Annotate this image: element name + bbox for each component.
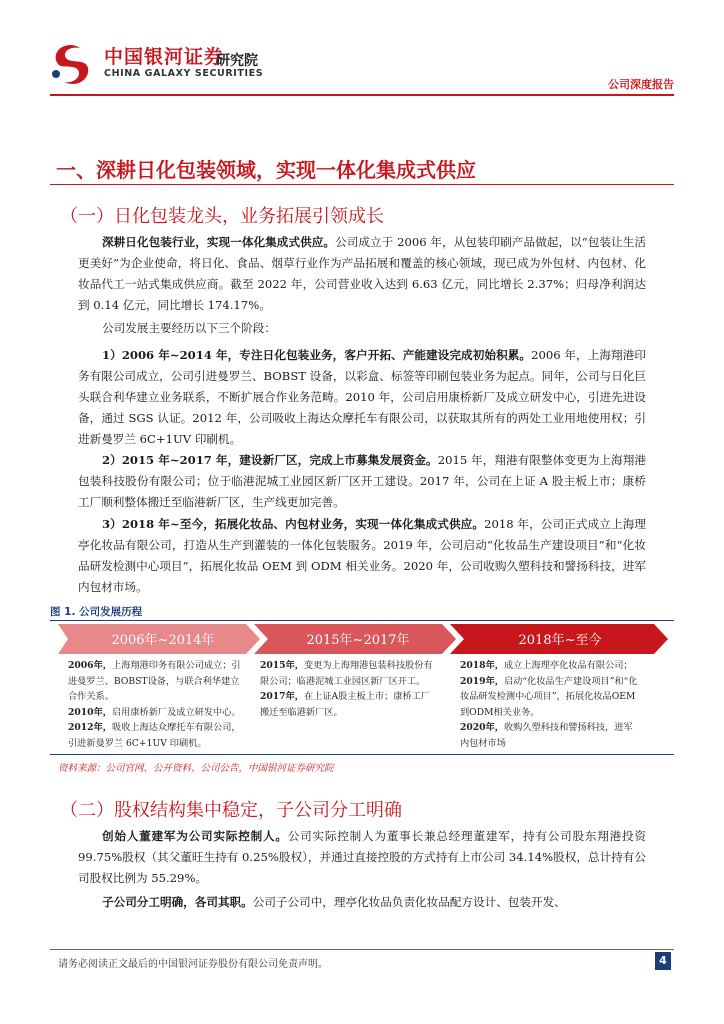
paragraph-body: 2018 年，公司正式成立上海理亭化妆品有限公司，打造从生产到灌装的一体化包装服务。2019 年，公司启动“化妆品生产建设项目”和“化妆品研发检测中心项目”，拓展化妆品 OEM 到 ODM 相关业务。2020 年，公司收购久塑科技和譬扬科技，进军内包材市场。: [78, 517, 646, 594]
section-title-underline: [50, 184, 674, 185]
paragraph-body: 2006 年，上海翔港印务有限公司成立，公司引进曼罗兰、BOBST 设备，以彩盒、标签等印刷包装业务为起点。同年，公司与日化巨头联合利华建立业务联系，不断扩展合作业务范畴。2010 年，公司启用康桥新厂及成立研发中心，引进先进设备，通过 SGS 认证。2012 年，公司吸收上海达众摩托车有限公司，以获取其所有的两处工业用地使用权；引进新曼罗兰 6C+1UV 印刷机。: [78, 348, 646, 446]
paragraph-lead: 2）2015 年~2017 年，建设新厂区，完成上市募集发展资金。: [102, 453, 438, 467]
figure-source: 资料来源：公司官网、公开资料、公司公告，中国银河证券研究院: [58, 763, 334, 774]
paragraph-lead: 深耕日化包装行业，实现一体化集成式供应。: [102, 235, 336, 249]
figure-top-rule: [50, 620, 674, 621]
footer-divider: [50, 949, 674, 950]
subsection-title-1: （一）日化包装龙头，业务拓展引领成长: [60, 206, 384, 227]
timeline-entry: 2018年，成立上海理亭化妆品有限公司；: [460, 660, 633, 671]
paragraph-stages-intro: 公司发展主要经历以下三个阶段：: [102, 321, 276, 335]
logo-chinese-name: 中国银河证券: [104, 46, 225, 68]
paragraph-lead: 3）2018 年~至今，拓展化妆品、内包材业务，实现一体化集成式供应。: [102, 517, 485, 531]
timeline-label-1: 2006年~2014年: [111, 633, 215, 648]
figure-bottom-rule: [50, 754, 674, 755]
paragraph-stage-3: [78, 514, 646, 598]
paragraph-intro: [78, 232, 646, 316]
figure-title: 图 1. 公司发展历程: [50, 606, 143, 618]
timeline-label-3: 2018年~至今: [518, 633, 602, 648]
paragraph-body: 2015 年，翔港有限整体变更为上海翔港包装科技股份有限公司；位于临港泥城工业园区新厂区开工建设。2017 年，公司在上证 A 股主板上市；康桥工厂顺利整体搬迁至临港新厂区，生产线更加完善。: [78, 453, 646, 509]
report-type: 公司深度报告: [608, 78, 674, 91]
paragraph-stage-2: [78, 450, 646, 513]
page-number: 4: [655, 952, 671, 970]
timeline-details-3: [460, 658, 640, 752]
paragraph-lead: 子公司分工明确，各司其职。: [102, 895, 253, 909]
footer-disclaimer: 请务必阅读正文最后的中国银河证券股份有限公司免责声明。: [58, 959, 328, 970]
timeline-entry: 2017年，在上证A股主板上市；康桥工厂搬迁至临港新厂区。: [260, 691, 431, 718]
timeline-label-2: 2015年~2017年: [306, 633, 410, 648]
timeline-entry: 2019年，启动“化妆品生产建设项目”和“化妆品研发检测中心项目”，拓展化妆品OEM到ODM相关业务。: [460, 675, 638, 718]
timeline-entry: 2020年，收购久塑科技和譬扬科技，进军内包材市场: [460, 722, 633, 749]
header-divider: [50, 94, 674, 96]
paragraph-body: 公司实际控制人为董事长兼总经理董建军，持有公司股东翔港投资 99.75%股权（其父董旺生持有 0.25%股权），并通过直接控股的方式持有上市公司 34.14%股权，总计持有公司股权比例为 55.29%。: [78, 829, 646, 885]
brand-logo: [46, 40, 306, 90]
timeline-entry: 2012年，吸收上海达众摩托车有限公司，引进新曼罗兰 6C+1UV 印刷机。: [68, 722, 241, 749]
logo-institute: 研究院: [216, 53, 258, 69]
paragraph-body: 公司子公司中，理亭化妆品负责化妆品配方设计、包装开发、: [252, 895, 566, 909]
timeline-entry: 2010年，启用康桥新厂及成立研发中心。: [68, 706, 241, 718]
timeline-details-2: [260, 658, 438, 720]
timeline-details-1: [68, 658, 243, 752]
galaxy-logo-icon: [46, 40, 96, 90]
paragraph-controller: [78, 826, 646, 889]
subsection-title-2: （二）股权结构集中稳定，子公司分工明确: [60, 800, 402, 821]
timeline-entry: 2006年，上海翔港印务有限公司成立；引进曼罗兰、BOBST设备，与联合利华建立合作关系。: [68, 660, 241, 703]
paragraph-body: 公司成立于 2006 年，从包装印刷产品做起，以“包装让生活更美好”为企业使命，将日化、食品、烟草行业作为产品拓展和覆盖的核心领域，现已成为外包材、内包材、化妆品代工一站式集成供应商。截至 2022 年，公司营业收入达到 6.63 亿元，同比增长 2.37%；归母净利润达到 0.14 亿元，同比增长 174.17%。: [78, 235, 646, 312]
section-title: 一、深耕日化包装领域，实现一体化集成式供应: [56, 158, 476, 182]
logo-english-name: CHINA GALAXY SECURITIES: [104, 68, 264, 79]
timeline-entry: 2015年，变更为上海翔港包装科技股份有限公司；临港泥城工业园区新厂区开工。: [260, 660, 433, 687]
paragraph-stage-1: [78, 345, 646, 450]
paragraph-subsidiaries: [78, 892, 646, 913]
paragraph-lead: 1）2006 年~2014 年，专注日化包装业务，客户开拓、产能建设完成初始积累。: [102, 348, 532, 362]
paragraph-lead: 创始人董建军为公司实际控制人。: [102, 829, 288, 843]
timeline-arrows: [58, 624, 668, 654]
